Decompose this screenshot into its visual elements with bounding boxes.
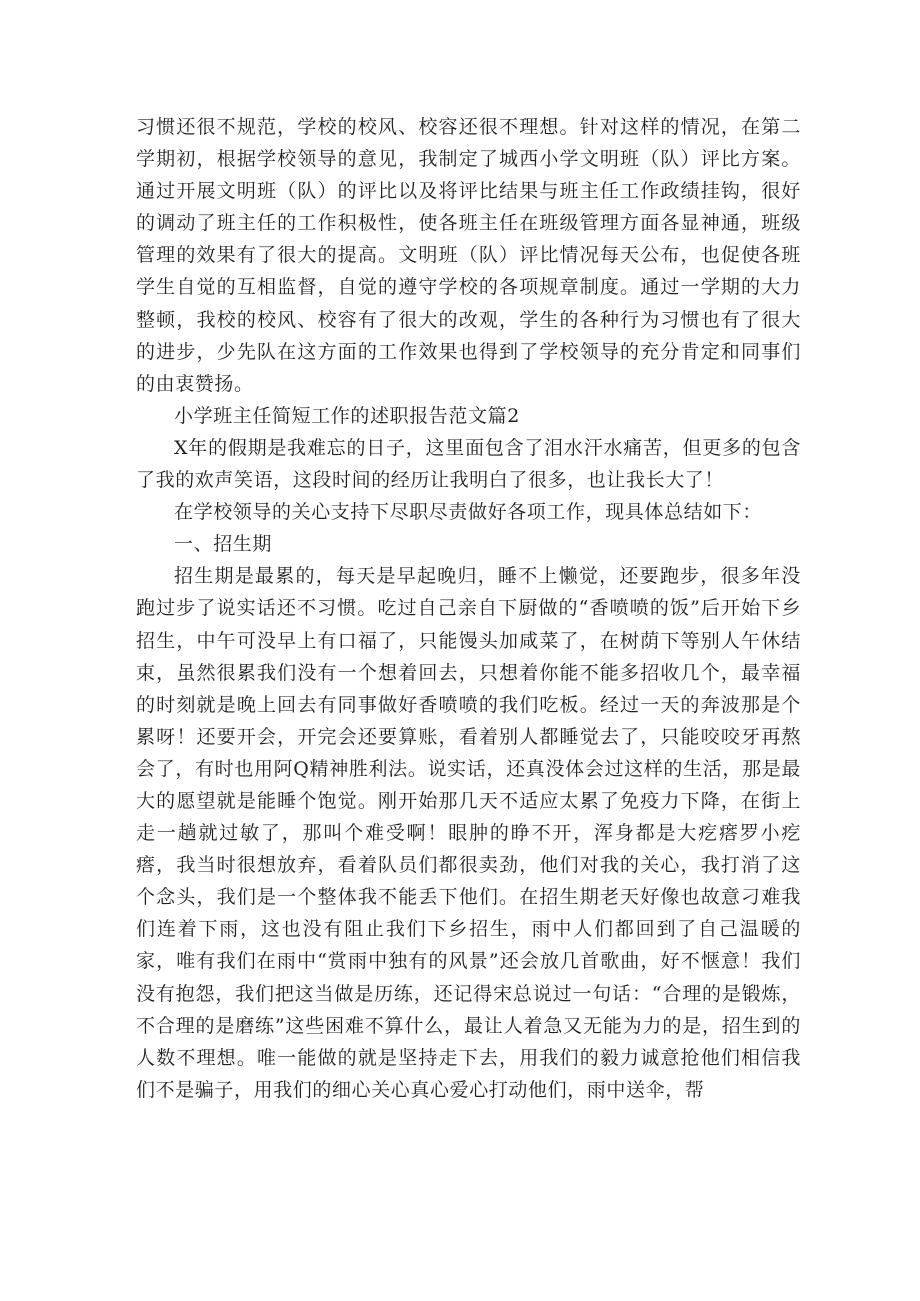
paragraph-intro-continuation: 习惯还很不规范，学校的校风、校容还很不理想。针对这样的情况，在第二学期初，根据学校领导的意见，我制定了城西小学文明班（队）评比方案。通过开展文明班（队）的评比以及将评比结果与班主任工作政绩挂钩，很好的调动了班主任的工作积极性，使各班主任在班级管理方面各显神通，班级管理的效果有了很大的提高。文明班（队）评比情况每天公布，也促使各班学生自觉的互相监督，自觉的遵守学校的各项规章制度。通过一学期的大力整顿，我校的校风、校容有了很大的改观，学生的各种行为习惯也有了很大的进步，少先队在这方面的工作效果也得到了学校领导的充分肯定和同事们的由衷赞扬。 (136, 116, 801, 395)
paragraph-enrollment: 招生期是最累的，每天是早起晚归，睡不上懒觉，还要跑步，很多年没跑过步了说实话还不习惯。吃过自己亲自下厨做的“香喷喷的饭”后开始下乡招生，中午可没早上有口福了，只能馒头加咸菜了，在树荫下等别人午休结束，虽然很累我们没有一个想着回去，只想着你能不能多招收几个，最幸福的时刻就是晚上回去有同事做好香喷喷的我们吃板。经过一天的奔波那是个累呀！还要开会，开完会还要算账，看着别人都睡觉去了，只能咬咬牙再熬会了，有时也用阿Q精神胜利法。说实话，还真没体会过这样的生活，那是最大的愿望就是能睡个饱觉。刚开始那几天不适应太累了免疫力下降，在街上走一趟就过敏了，那叫个难受啊！眼肿的睁不开，浑身都是大疙瘩罗小疙瘩，我当时很想放弃，看着队员们都很卖劲，他们对我的关心，我打消了这个念头，我们是一个整体我不能丢下他们。在招生期老天好像也故意刁难我们连着下雨，这也没有阻止我们下乡招生，雨中人们都回到了自己温暖的家，唯有我们在雨中“赏雨中独有的风景”还会放几首歌曲，好不惬意！我们没有抱怨，我们把这当做是历练，还记得宋总说过一句话：“合理的是锻炼，不合理的是磨练”这些困难不算什么，最让人着急又无能为力的是，招生到的人数不理想。唯一能做的就是坚持走下去，用我们的毅力诚意抢他们相信我们不是骗子，用我们的细心关心真心爱心打动他们，雨中送伞，帮 (136, 565, 801, 1101)
section-heading-enrollment: 一、招生期 (174, 533, 273, 556)
paragraph-holiday: X年的假期是我难忘的日子，这里面包含了泪水汗水痛苦，但更多的包含了我的欢声笑语，这段时间的经历让我明白了很多，也让我长大了！ (136, 436, 801, 492)
paragraph-summary-intro: 在学校领导的关心支持下尽职尽责做好各项工作，现具体总结如下： (174, 501, 763, 524)
section-heading-article-2: 小学班主任简短工作的述职报告范文篇2 (174, 404, 520, 427)
document-body (136, 111, 801, 1106)
